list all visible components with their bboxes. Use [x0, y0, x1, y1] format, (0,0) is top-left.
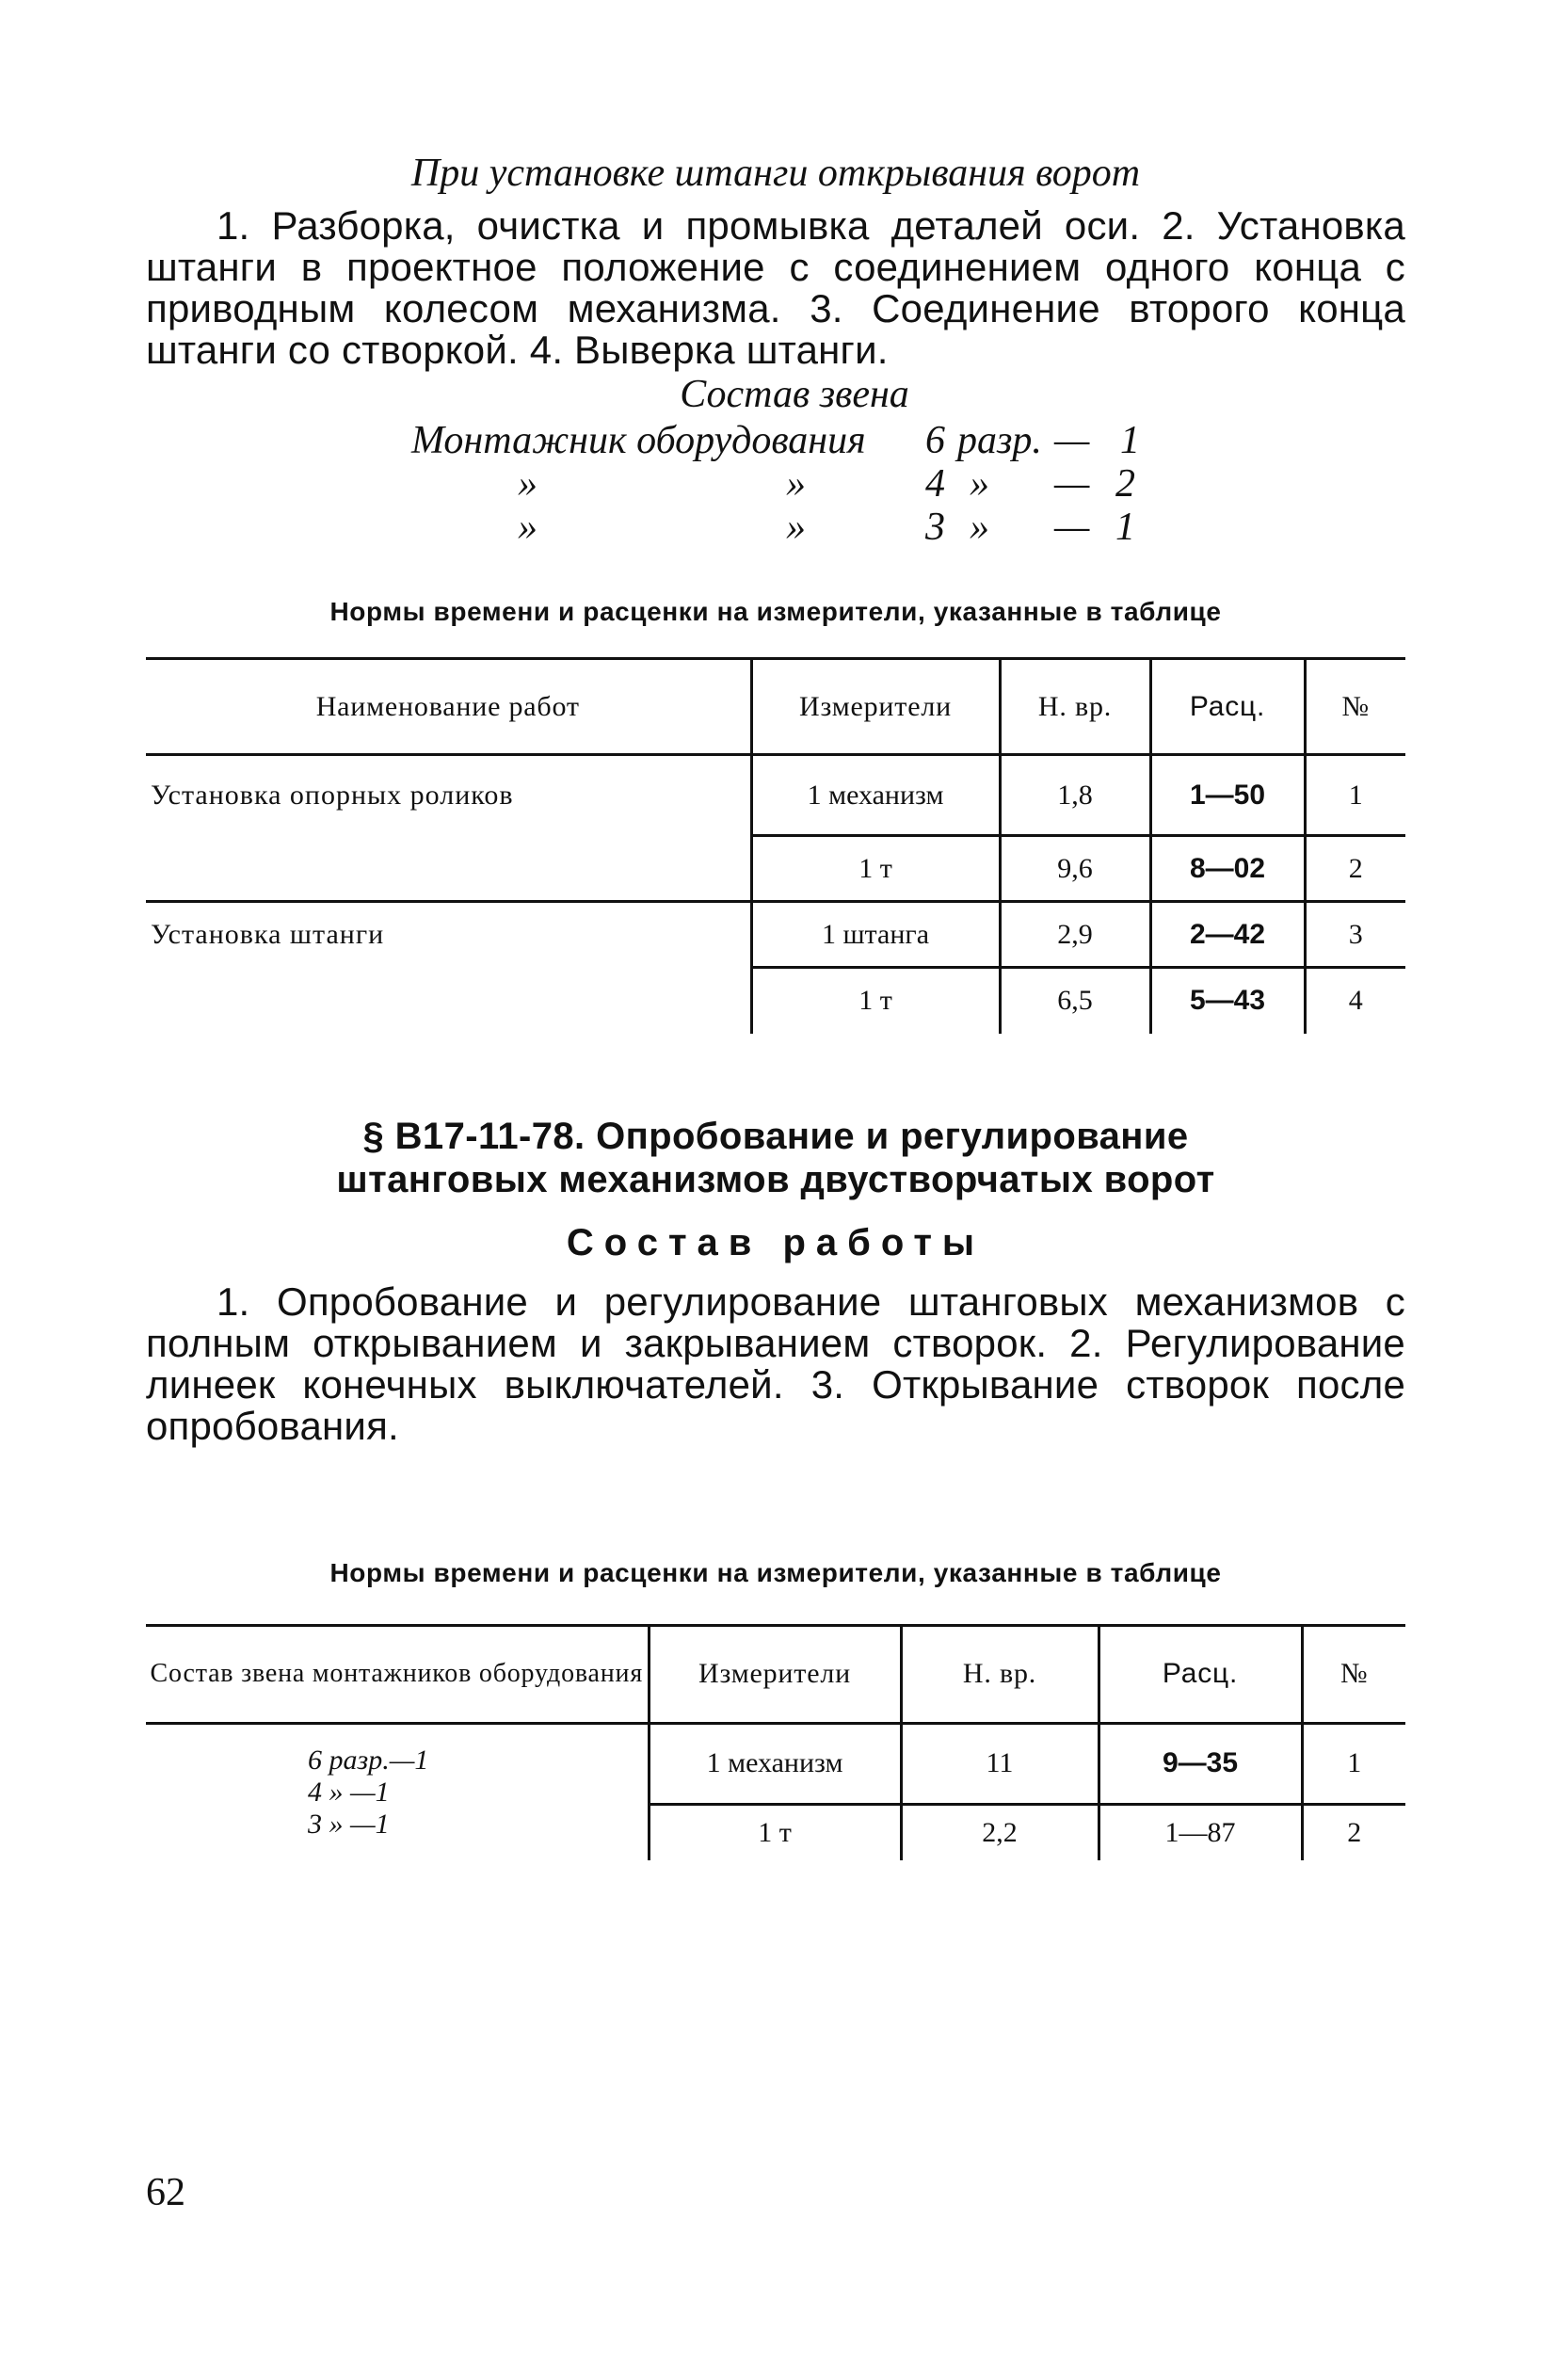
table1-work-name: Установка штанги — [146, 902, 751, 968]
section-title — [146, 1115, 1405, 1201]
crew-grade: 6 — [925, 419, 945, 462]
work-description-paragraph: 1. Разборка, очистка и промывка деталей оси. 2. Установка штанги в проектное положение с соединением одного конца с приводным колесом механизма. 3. Соединение второго конца штанги со створкой. 4. Выверка штанги. — [146, 203, 1405, 372]
crew-grade: 3 — [925, 506, 945, 549]
crew-count: 2 — [1115, 462, 1135, 506]
section-subheading: При установке штанги открывания ворот — [410, 152, 1141, 195]
norms-table-1 — [146, 657, 1405, 1034]
crew-name-repeat: » — [786, 462, 806, 506]
table1-price: 2—42 — [1150, 902, 1305, 968]
table2-norm: 11 — [901, 1723, 1099, 1804]
work-composition-paragraph: 1. Опробование и регулирование штанговых механизмов с полным открыванием и закрыванием створок. 2. Регулирование линеек конечных выключателей. 3. Открывание створок после опробования. — [146, 1278, 1405, 1448]
crew-line — [146, 505, 1405, 548]
table1-work-name — [146, 968, 751, 1034]
table1-header-norm: Н. вр. — [1000, 659, 1150, 755]
table1-header-price: Расц. — [1150, 659, 1305, 755]
table1-unit: 1 механизм — [751, 755, 1000, 836]
table1-norm: 1,8 — [1000, 755, 1150, 836]
table1-unit: 1 т — [751, 968, 1000, 1034]
table2-no: 1 — [1302, 1723, 1405, 1804]
crew-dash: — — [1054, 506, 1090, 549]
table1-unit: 1 штанга — [751, 902, 1000, 968]
crew-line — [146, 461, 1405, 505]
table2-title: Нормы времени и расценки на измерители, указанные в таблице — [329, 1557, 1222, 1587]
table-row — [146, 968, 1405, 1034]
section-title-line-2: штанговых механизмов двустворчатых ворот — [336, 1158, 1215, 1200]
table1-norm: 2,9 — [1000, 902, 1150, 968]
table-row — [146, 836, 1405, 902]
table2-header-norm: Н. вр. — [901, 1625, 1099, 1723]
table-row — [146, 902, 1405, 968]
table1-no: 4 — [1305, 968, 1405, 1034]
crew-title: Состав звена — [680, 373, 909, 416]
crew-count: 1 — [1115, 506, 1135, 549]
table1-work-name — [146, 836, 751, 902]
table2-crew-composition — [146, 1723, 649, 1860]
crew-list — [146, 418, 1405, 597]
table1-norm: 6,5 — [1000, 968, 1150, 1034]
crew-unit: » — [970, 506, 989, 549]
page-number: 62 — [146, 2171, 185, 2214]
table-row — [146, 1723, 1405, 1804]
norms-table-2 — [146, 1624, 1405, 1861]
table1-title: Нормы времени и расценки на измерители, указанные в таблице — [329, 597, 1222, 626]
crew-count: 1 — [1120, 419, 1140, 462]
crew-line — [146, 418, 1405, 461]
crew-line: 3 » —1 — [308, 1808, 390, 1840]
crew-name-repeat: » — [786, 506, 806, 549]
table1-header-no: № — [1305, 659, 1405, 755]
table2-price: 1—87 — [1099, 1804, 1302, 1860]
table1-header-unit: Измерители — [751, 659, 1000, 755]
crew-unit: » — [970, 462, 989, 506]
table1-unit: 1 т — [751, 836, 1000, 902]
table1-no: 2 — [1305, 836, 1405, 902]
table2-unit: 1 т — [649, 1804, 901, 1860]
table1-no: 3 — [1305, 902, 1405, 968]
table1-price: 5—43 — [1150, 968, 1305, 1034]
table1-work-name: Установка опорных роликов — [151, 780, 514, 812]
table-row — [146, 755, 1405, 836]
table1-no: 1 — [1305, 755, 1405, 836]
table2-header-no: № — [1302, 1625, 1405, 1723]
document-page — [146, 141, 1405, 1860]
table2-price: 9—35 — [1099, 1723, 1302, 1804]
crew-dash: — — [1054, 419, 1090, 462]
table1-norm: 9,6 — [1000, 836, 1150, 902]
crew-name: » — [518, 462, 537, 506]
table1-price: 1—50 — [1150, 755, 1305, 836]
crew-name: Монтажник оборудования — [411, 419, 866, 462]
crew-dash: — — [1054, 462, 1090, 506]
table2-unit: 1 механизм — [649, 1723, 901, 1804]
crew-grade: 4 — [925, 462, 945, 506]
work-composition-heading: Состав работы — [566, 1221, 986, 1263]
table2-header-price: Расц. — [1099, 1625, 1302, 1723]
table2-header-unit: Измерители — [649, 1625, 901, 1723]
table2-no: 2 — [1302, 1804, 1405, 1860]
crew-line: 4 » —1 — [308, 1776, 390, 1808]
section-title-line-1: § В17-11-78. Опробование и регулирование — [362, 1115, 1189, 1157]
crew-name: » — [518, 506, 537, 549]
table1-price: 8—02 — [1150, 836, 1305, 902]
table2-norm: 2,2 — [901, 1804, 1099, 1860]
crew-unit: разр. — [957, 419, 1042, 462]
crew-line: 6 разр.—1 — [308, 1744, 429, 1776]
table1-header-name: Наименование работ — [146, 659, 751, 755]
table2-header-crew: Состав звена монтажников оборудования — [146, 1625, 649, 1723]
